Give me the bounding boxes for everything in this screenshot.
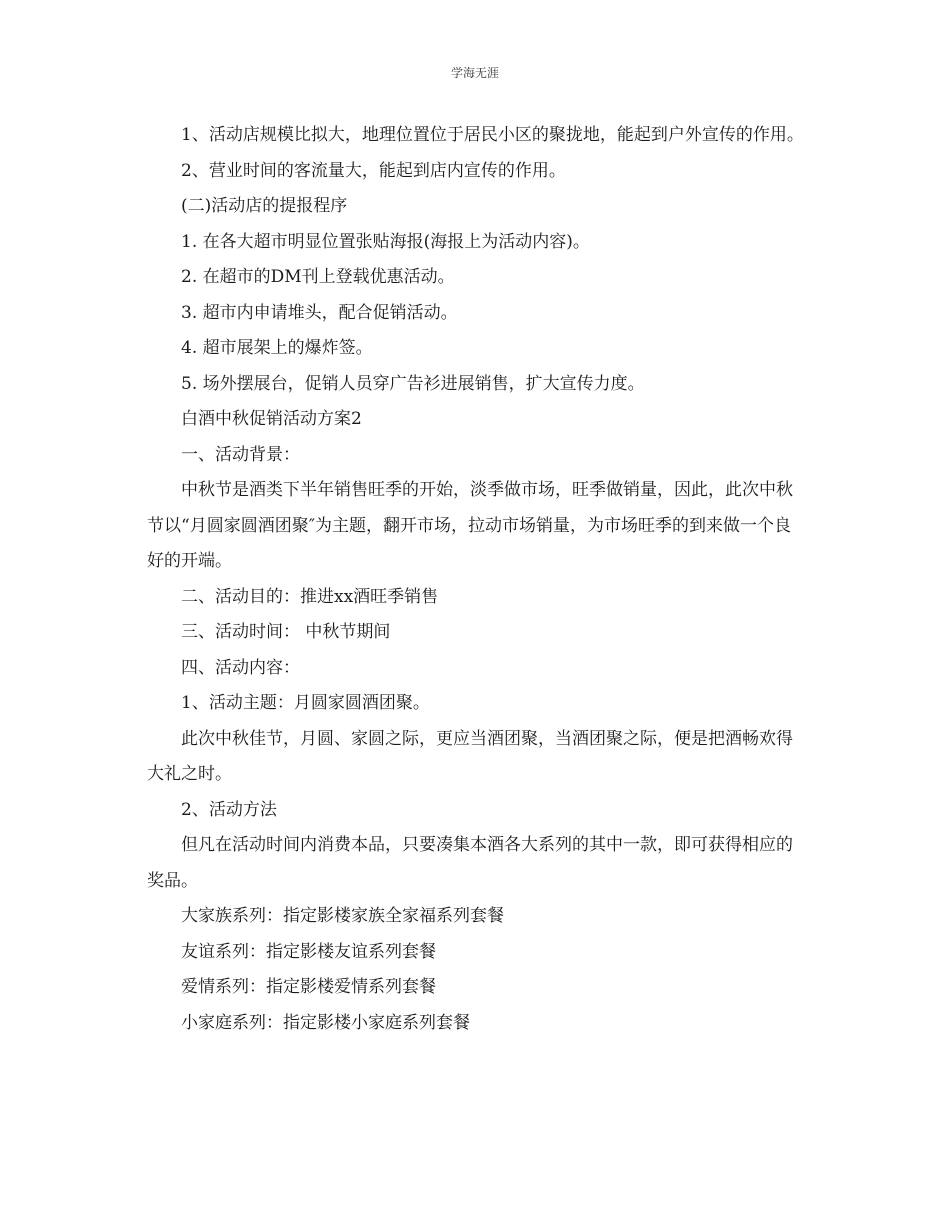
paragraph-time: 三、活动时间： 中秋节期间 bbox=[181, 622, 391, 642]
paragraph-content-heading: 四、活动内容： bbox=[181, 657, 300, 678]
paragraph-step-1: 1. 在各大超市明显位置张贴海报(海报上为活动内容)。 bbox=[181, 231, 590, 252]
paragraph-background-heading: 一、活动背景： bbox=[181, 444, 300, 465]
paragraph-series-friendship: 友谊系列：指定影楼友谊系列套餐 bbox=[181, 941, 436, 962]
paragraph-store-scale: 1、活动店规模比拟大，地理位置位于居民小区的聚拢地，能起到户外宣传的作用。 bbox=[181, 125, 804, 145]
paragraph-method-heading: 2、活动方法 bbox=[181, 799, 277, 820]
paragraph-theme-body: 此次中秋佳节，月圆、家圆之际，更应当酒团聚，当酒团聚之际，便是把酒畅欢得大礼之时。 bbox=[147, 728, 793, 784]
paragraph-step-2: 2. 在超市的DM刊上登载优惠活动。 bbox=[181, 267, 455, 287]
paragraph-method-body: 但凡在活动时间内消费本品，只要凑集本酒各大系列的其中一款，即可获得相应的奖品。 bbox=[147, 835, 793, 891]
page-header: 学海无涯 bbox=[450, 66, 499, 80]
paragraph-theme: 1、活动主题：月圆家圆酒团聚。 bbox=[181, 693, 430, 713]
document-body bbox=[147, 118, 807, 1041]
paragraph-section-procedure: (二)活动店的提报程序 bbox=[181, 196, 348, 216]
paragraph-series-love: 爱情系列：指定影楼爱情系列套餐 bbox=[181, 977, 436, 997]
paragraph-background-body: 中秋节是酒类下半年销售旺季的开始，淡季做市场，旺季做销量，因此，此次中秋节以“月圆家圆酒团聚″为主题，翻开市场，拉动市场销量，为市场旺季的到来做一个良好的开端。 bbox=[147, 480, 793, 571]
paragraph-plan-title: 白酒中秋促销活动方案2 bbox=[181, 409, 362, 429]
paragraph-traffic: 2、营业时间的客流量大，能起到店内宣传的作用。 bbox=[181, 160, 566, 181]
paragraph-series-small-family: 小家庭系列：指定影楼小家庭系列套餐 bbox=[181, 1012, 470, 1033]
paragraph-step-5: 5. 场外摆展台，促销人员穿广告衫进展销售，扩大宣传力度。 bbox=[181, 373, 645, 394]
paragraph-purpose: 二、活动目的：推进xx酒旺季销售 bbox=[181, 586, 439, 607]
paragraph-step-3: 3. 超市内申请堆头，配合促销活动。 bbox=[181, 302, 458, 323]
paragraph-series-family: 大家族系列：指定影楼家族全家福系列套餐 bbox=[181, 906, 504, 926]
paragraph-step-4: 4. 超市展架上的爆炸签。 bbox=[181, 338, 373, 358]
